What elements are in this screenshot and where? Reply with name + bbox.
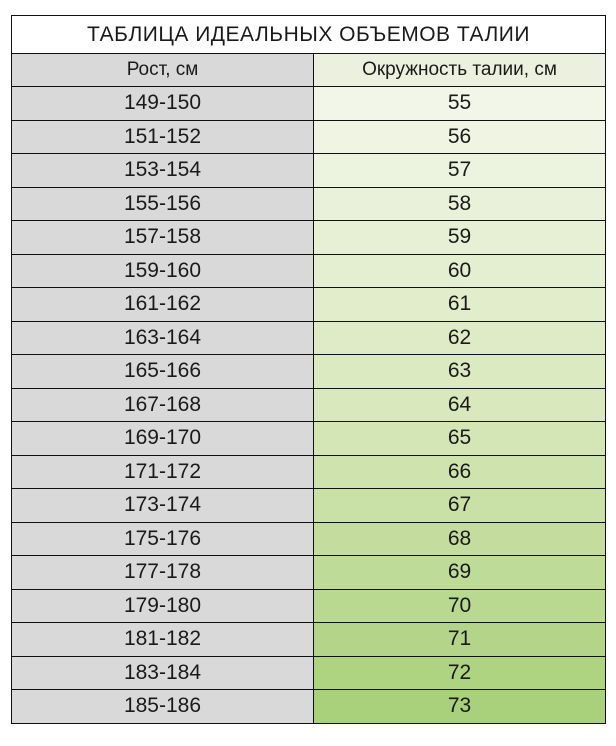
table-body [12,87,606,724]
height-cell: 155-156 [12,187,314,221]
waist-cell: 56 [314,120,606,154]
height-cell: 171-172 [12,455,314,489]
table-row [12,623,606,657]
height-cell: 165-166 [12,355,314,389]
height-cell: 161-162 [12,288,314,322]
table-row [12,690,606,724]
height-cell: 179-180 [12,589,314,623]
table-row [12,489,606,523]
waist-table-container [11,15,605,724]
table-row [12,522,606,556]
height-cell: 163-164 [12,321,314,355]
height-cell: 173-174 [12,489,314,523]
waist-cell: 63 [314,355,606,389]
height-cell: 157-158 [12,221,314,255]
table-title: ТАБЛИЦА ИДЕАЛЬНЫХ ОБЪЕМОВ ТАЛИИ [12,16,606,54]
waist-cell: 62 [314,321,606,355]
height-cell: 185-186 [12,690,314,724]
waist-cell: 68 [314,522,606,556]
table-row [12,455,606,489]
waist-cell: 67 [314,489,606,523]
table-row [12,254,606,288]
table-row [12,589,606,623]
waist-cell: 57 [314,154,606,188]
waist-size-table [11,15,606,724]
waist-cell: 58 [314,187,606,221]
table-row [12,154,606,188]
table-row [12,321,606,355]
waist-cell: 73 [314,690,606,724]
table-row [12,221,606,255]
waist-cell: 71 [314,623,606,657]
table-row [12,355,606,389]
table-row [12,120,606,154]
table-row [12,288,606,322]
height-cell: 181-182 [12,623,314,657]
height-cell: 169-170 [12,422,314,456]
height-cell: 175-176 [12,522,314,556]
waist-cell: 55 [314,87,606,121]
waist-cell: 60 [314,254,606,288]
height-cell: 167-168 [12,388,314,422]
waist-cell: 66 [314,455,606,489]
header-height: Рост, см [12,54,314,87]
height-cell: 183-184 [12,656,314,690]
waist-cell: 69 [314,556,606,590]
height-cell: 153-154 [12,154,314,188]
table-row [12,422,606,456]
table-row [12,656,606,690]
height-cell: 159-160 [12,254,314,288]
table-row [12,87,606,121]
waist-cell: 65 [314,422,606,456]
waist-cell: 70 [314,589,606,623]
waist-cell: 61 [314,288,606,322]
table-row [12,556,606,590]
header-waist: Окружность талии, см [314,54,606,87]
waist-cell: 72 [314,656,606,690]
height-cell: 177-178 [12,556,314,590]
table-row [12,388,606,422]
waist-cell: 64 [314,388,606,422]
waist-cell: 59 [314,221,606,255]
height-cell: 149-150 [12,87,314,121]
height-cell: 151-152 [12,120,314,154]
table-row [12,187,606,221]
